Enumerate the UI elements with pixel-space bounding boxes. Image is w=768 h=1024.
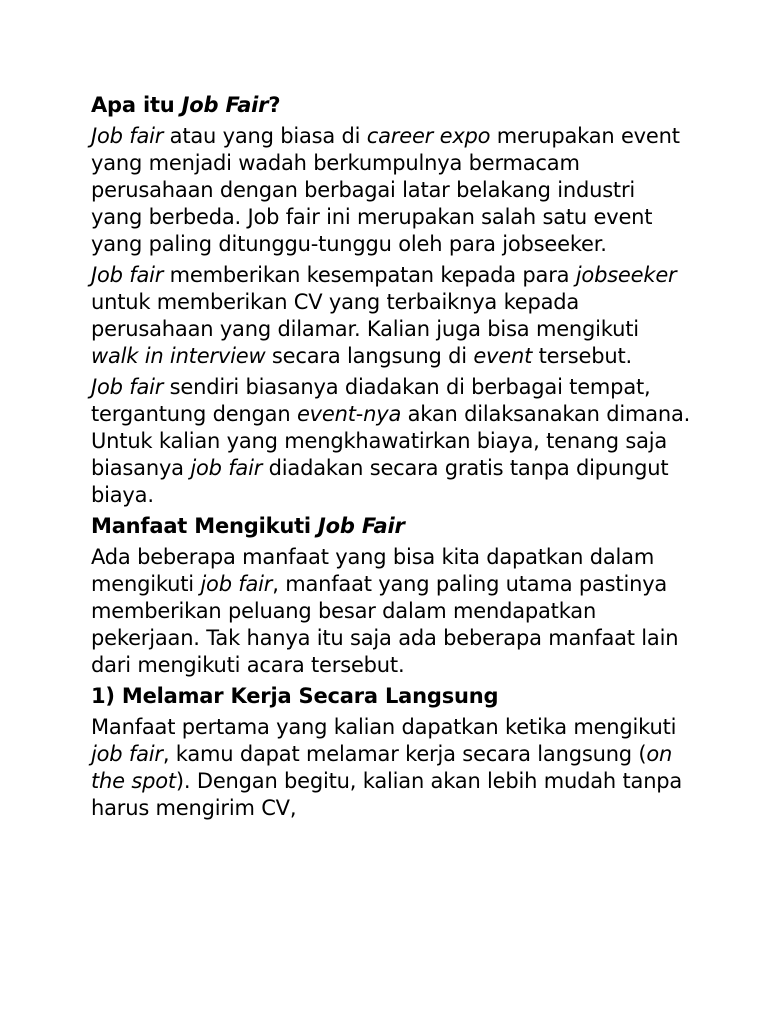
paragraph-melamar-kerja: Manfaat pertama yang kalian dapatkan ketika mengikuti job fair, kamu dapat melamar kerja secara langsung (on the spot). Dengan begitu, kalian akan lebih mudah tanpa harus mengirim CV, [91, 715, 683, 820]
paragraph-definition: Job fair atau yang biasa di career expo merupakan event yang menjadi wadah berkumpulnya bermacam perusahaan dengan berbagai latar belakang industri yang berbeda. Job fair ini merupakan salah satu event yang paling ditunggu-tunggu oleh para jobseeker. [91, 124, 680, 256]
heading-apa-itu-job-fair: Apa itu Job Fair? [91, 93, 281, 117]
paragraph-manfaat-intro: Ada beberapa manfaat yang bisa kita dapatkan dalam mengikuti job fair, manfaat yang paling utama pastinya memberikan peluang besar dalam mendapatkan pekerjaan. Tak hanya itu saja ada beberapa manfaat lain dari mengikuti acara tersebut. [91, 545, 679, 677]
paragraph-opportunity: Job fair memberikan kesempatan kepada para jobseeker untuk memberikan CV yang terbaiknya kepada perusahaan yang dilamar. Kalian juga bisa mengikuti walk in interview secara langsung di event tersebut. [91, 263, 677, 368]
heading-melamar-kerja: 1) Melamar Kerja Secara Langsung [91, 684, 499, 708]
document-page [91, 92, 691, 826]
heading-manfaat: Manfaat Mengikuti Job Fair [91, 514, 405, 538]
paragraph-location-cost: Job fair sendiri biasanya diadakan di berbagai tempat, tergantung dengan event-nya akan dilaksanakan dimana. Untuk kalian yang mengkhawatirkan biaya, tenang saja biasanya job fair diadakan secara gratis tanpa dipungut biaya. [91, 375, 691, 507]
